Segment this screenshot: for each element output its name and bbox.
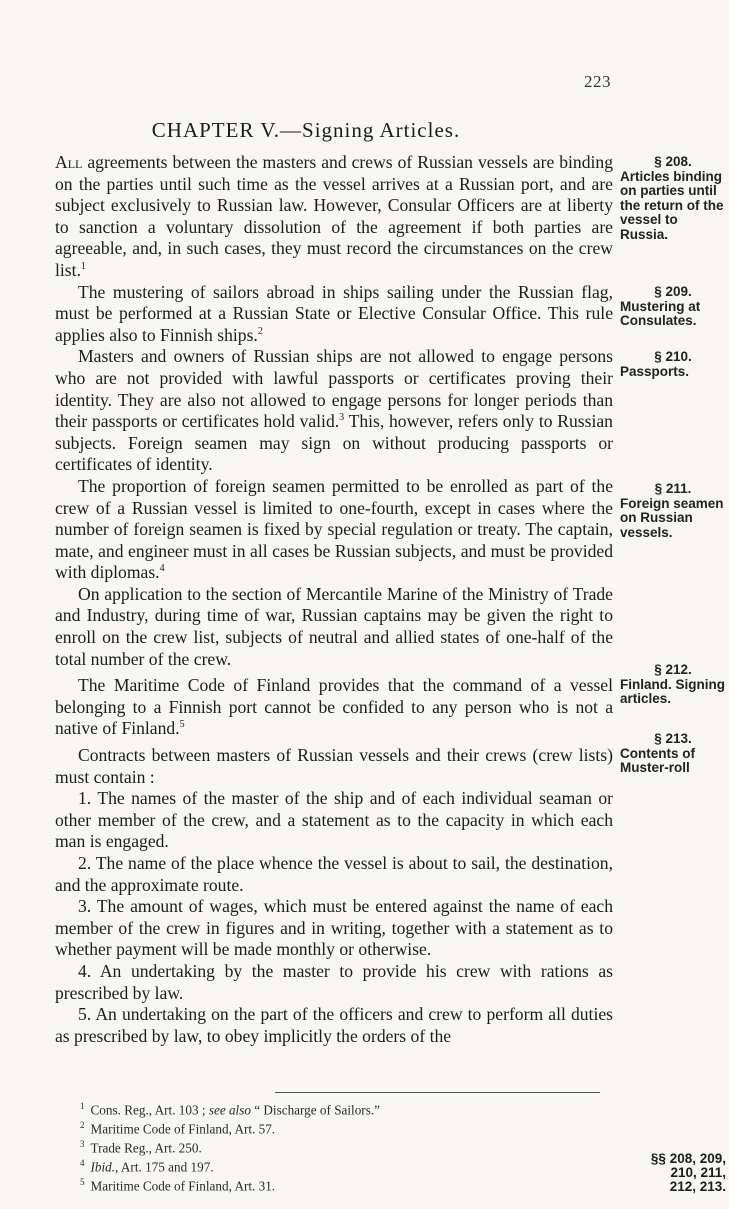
margin-note-text: Mustering at Consulates. <box>620 298 701 328</box>
footnote-ref: 5 <box>179 719 185 731</box>
chapter-title: CHAPTER V.—Signing Articles. <box>151 118 461 142</box>
margin-note-209 <box>620 285 726 329</box>
margin-section-number: § 209. <box>654 284 692 299</box>
footnote-ref: 4 <box>159 563 165 575</box>
margin-section-number: § 212. <box>654 662 692 677</box>
paragraph-text: agreements between the masters and crews of Russian vessels are binding on the parties until such time as the vessel arrives at a Russian port, and are subject exclusively to Russian law. However, Consular Officers are at liberty to sanction a voluntary dissolution of the agreement if both parties are agreeable, and, in such cases, they must record the circumstances on the crew list. <box>55 152 613 280</box>
footnote-divider <box>275 1092 600 1093</box>
section-summary-line: 212, 213. <box>669 1179 726 1194</box>
margin-note-211 <box>620 482 726 540</box>
list-item: 5. An undertaking on the part of the officers and crew to perform all duties as prescribed by law, to obey implicitly the orders of the <box>55 1004 613 1046</box>
paragraph-213: Contracts between masters of Russian vessels and their crews (crew lists) must contain : <box>55 745 613 787</box>
section-summary-line: §§ 208, 209, <box>650 1151 726 1166</box>
paragraph-212 <box>55 675 613 740</box>
footnote-number: 5 <box>80 1176 85 1187</box>
footnote <box>80 1137 600 1156</box>
paragraph-text: The Maritime Code of Finland provides that the command of a vessel belonging to a Finnish port cannot be confided to any person who is not a native of Finland. <box>55 675 613 739</box>
footnote-italic: Ibid. <box>90 1159 116 1175</box>
margin-section-number: § 208. <box>654 154 692 169</box>
main-text <box>55 152 613 1047</box>
footnote-ref: 1 <box>80 261 86 273</box>
paragraph-208 <box>55 152 613 282</box>
margin-note-212 <box>620 663 726 707</box>
list-item: 2. The name of the place whence the vessel is about to sail, the destination, and the approximate route. <box>55 853 613 895</box>
section-summary <box>622 1152 726 1194</box>
page-number: 223 <box>584 72 611 91</box>
list-item: 1. The names of the master of the ship and of each individual seaman or other member of the crew, and a statement as to the capacity in which each man is engaged. <box>55 788 613 852</box>
footnote-ref: 3 <box>339 412 345 424</box>
footnote-text: , Art. 175 and 197. <box>115 1159 214 1175</box>
paragraph-text: On application to the section of Mercantile Marine of the Ministry of Trade and Industry, during time of war, Russian captains may be given the right to enroll on the crew list, subjects of neutral and allied states of one-half of the total number of the crew. <box>55 583 613 669</box>
paragraph-211b <box>55 584 613 670</box>
footnote-text: Trade Reg., Art. 250. <box>90 1140 202 1156</box>
footnote-italic: see also <box>208 1102 251 1118</box>
footnote <box>80 1175 600 1194</box>
footnote-number: 2 <box>80 1119 85 1130</box>
margin-note-text: Finland. Signing articles. <box>620 676 725 706</box>
paragraph-209 <box>55 282 613 347</box>
footnote-number: 1 <box>80 1101 85 1111</box>
footnote <box>80 1118 600 1137</box>
paragraph-text: The proportion of foreign seamen permitted to be enrolled as part of the crew of a Russian vessel is limited to one-fourth, except in cases where the number of foreign seamen is fixed by special regulation or treaty. The captain, mate, and engineer must in all cases be Russian subjects, and must be provided with diplomas. <box>55 475 613 583</box>
list-item: 3. The amount of wages, which must be entered against the name of each member of the crew in figures and in writing, together with a statement as to whether payment will be made monthly or otherwise. <box>55 896 613 960</box>
paragraph-211 <box>55 476 613 584</box>
margin-note-text: Articles binding on parties until the return of the vessel to Russia. <box>620 168 724 242</box>
section-summary-line: 210, 211, <box>670 1165 726 1180</box>
margin-section-number: § 211. <box>654 481 692 496</box>
footnote-text: Cons. Reg., Art. 103 ; <box>90 1102 209 1118</box>
margin-section-number: § 213. <box>654 731 692 746</box>
footnote-text: Maritime Code of Finland, Art. 31. <box>90 1177 276 1193</box>
footnotes <box>80 1099 600 1193</box>
margin-section-number: § 210. <box>654 349 692 364</box>
margin-note-213 <box>620 732 726 776</box>
footnote <box>80 1099 600 1118</box>
margin-note-text: Foreign seamen on Russian vessels. <box>620 495 724 540</box>
paragraph-210 <box>55 346 613 476</box>
paragraph-text: This, however, refers only to Russian subjects. Foreign seamen may sign on without producing passports or certificates of identity. <box>55 411 613 475</box>
drop-word: All <box>55 152 83 172</box>
margin-note-210 <box>620 350 726 379</box>
footnote-number: 3 <box>80 1138 85 1149</box>
footnote <box>80 1156 600 1175</box>
margin-note-text: Contents of Muster-roll <box>620 745 695 775</box>
footnote-text: “ Discharge of Sailors.” <box>250 1102 380 1118</box>
margin-note-text: Passports. <box>620 363 690 379</box>
list-item: 4. An undertaking by the master to provide his crew with rations as prescribed by law. <box>55 960 613 1003</box>
footnote-ref: 2 <box>257 325 263 337</box>
paragraph-text: The mustering of sailors abroad in ships sailing under the Russian flag, must be performed at a Russian State or Elective Consular Office. This rule applies also to Finnish ships. <box>55 281 613 345</box>
footnote-number: 4 <box>80 1157 85 1168</box>
paragraph-text: Masters and owners of Russian ships are not allowed to engage persons who are not provided with lawful passports or certificates proving their identity. They are also not allowed to engage persons for longer periods than their passports or certificates hold valid. <box>55 346 613 432</box>
margin-note-208 <box>620 155 726 242</box>
footnote-text: Maritime Code of Finland, Art. 57. <box>90 1121 276 1137</box>
